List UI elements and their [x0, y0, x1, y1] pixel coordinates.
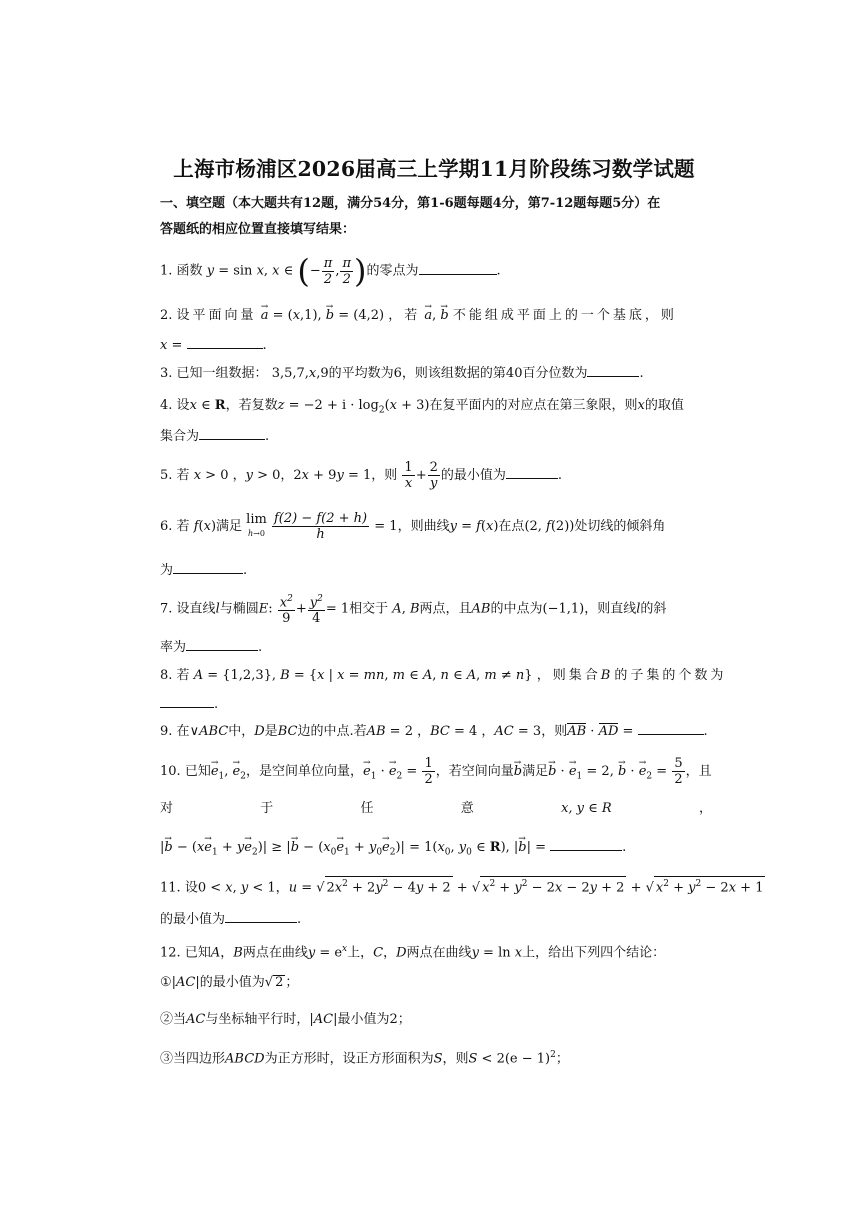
question-12-statement-1: ①|AC|的最小值为√ 2 ； — [160, 975, 299, 990]
question-6: 6. 若 f(x)满足 lim h→0 $\frac{f(2) - f(2 + h)}{h}$ = 1，则曲线y = f(x)在点(2, f(2))处切线的倾斜角 — [160, 511, 666, 542]
question-9: 9. 在∨ABC中，D是BC边的中点.若AB = 2 ，BC = 4 ，AC = 3，则AB · AD = . — [160, 724, 708, 739]
question-3: 3. 已知一组数据： 3,5,7,x,9的平均数为6，则该组数据的第40百分位数为 . — [160, 366, 644, 381]
question-8: 8. 若 A = {1,2,3}, B = {x | x = mn, m ∈ A, n ∈ A, m ≠ n} ，则集合B 的子集的个数为 — [160, 668, 727, 683]
answer-blank-1[interactable] — [419, 262, 497, 275]
answer-blank-11[interactable] — [225, 910, 297, 923]
question-7-cont: 率为 . — [160, 640, 263, 655]
answer-blank-9[interactable] — [638, 722, 704, 735]
answer-blank-6[interactable] — [173, 561, 243, 574]
question-5: 5. 若 x > 0 ，y > 0，2x + 9y = 1，则 $\frac{1}{x}$ + $\frac{2}{y}$ 的最小值为 . — [160, 460, 563, 491]
question-12-statement-3: ③当四边形ABCD为正方形时，设正方形面积为S，则$S < 2(e - 1)^2$； — [160, 1050, 569, 1067]
question-10-spread: 对 于 任 意 x, y ∈ R ， — [160, 801, 712, 816]
question-10: 10. 已知→ $e_1$, → $e_2$，是空间单位向量，→ $e_1$ · → $e_2$ = $\frac{1}{2}$ ，若空间向量→ b满足→ b · → $e_1 = 2$, → b · → $e_2$ = $\frac{5}{2}$ ，且 — [160, 756, 720, 792]
answer-blank-3[interactable] — [587, 364, 639, 377]
question-7: 7. 设直线l与椭圆E: $\frac{x^2}{9}$ + $\frac{y^2}{4}$ = 1相交于 A, B两点，且AB的中点为(−1,1)，则直线l的斜 — [160, 594, 667, 627]
page-title: 上海市杨浦区2026届高三上学期11月阶段练习数学试题 — [173, 157, 695, 181]
answer-blank-4[interactable] — [199, 427, 265, 440]
answer-blank-10[interactable] — [550, 838, 622, 851]
question-4: 4. 设x ∈ R，若复数$z = -2 + i \cdot \log_2(x + 3)$在复平面内的对应点在第三象限，则x的取值 — [160, 398, 684, 416]
question-12: 12. 已知A，B两点在曲线$y = e^x$上，C，D两点在曲线y = ln x上，给出下列四个结论： — [160, 944, 666, 961]
question-11: 11. 设0 < x, y < 1，u = √ $2x^2 + 2y^2 - 4y + 2$ + √ $x^2 + y^2 - 2x - 2y + 2$ + √ $x^2 + y^2 - 2x + 1$ — [160, 876, 720, 897]
question-8-cont: . — [160, 695, 720, 714]
answer-blank-2[interactable] — [187, 336, 263, 349]
answer-blank-8[interactable] — [160, 695, 214, 708]
question-1: 1. 函数 y = sin x, x ∈ (− $\frac{\pi}{2}$ , $\frac{\pi}{2}$ )的零点为 . — [160, 252, 501, 290]
question-6-cont: 为 . — [160, 563, 248, 578]
question-10-cont: |→ $b - (x\to e_1 + y\to e_2)|$ ≥ |→ $b - (x_0\to e_1 + y_0\to e_2)| = 1(x_0$, $y_0$ ∈ R), |→ b| = . — [160, 838, 720, 862]
answer-blank-7[interactable] — [186, 638, 258, 651]
question-12-statement-2: ②当AC与坐标轴平行时，|AC|最小值为2； — [160, 1012, 411, 1027]
question-2: 2. 设平面向量 → a = (x,1), → b = (4,2) ，若 → a, → b 不能组成平面上的一个基底，则 — [160, 307, 720, 325]
question-11-cont: 的最小值为 . — [160, 912, 302, 927]
section-heading: 一、填空题（本大题共有12题，满分54分，第1-6题每题4分，第7-12题每题5分）在 — [160, 196, 661, 211]
question-4-cont: 集合为 . — [160, 429, 270, 444]
answer-blank-5[interactable] — [506, 466, 558, 479]
section-heading-cont: 答题纸的相应位置直接填写结果： — [160, 222, 356, 237]
question-2-cont: x = . — [160, 338, 267, 353]
